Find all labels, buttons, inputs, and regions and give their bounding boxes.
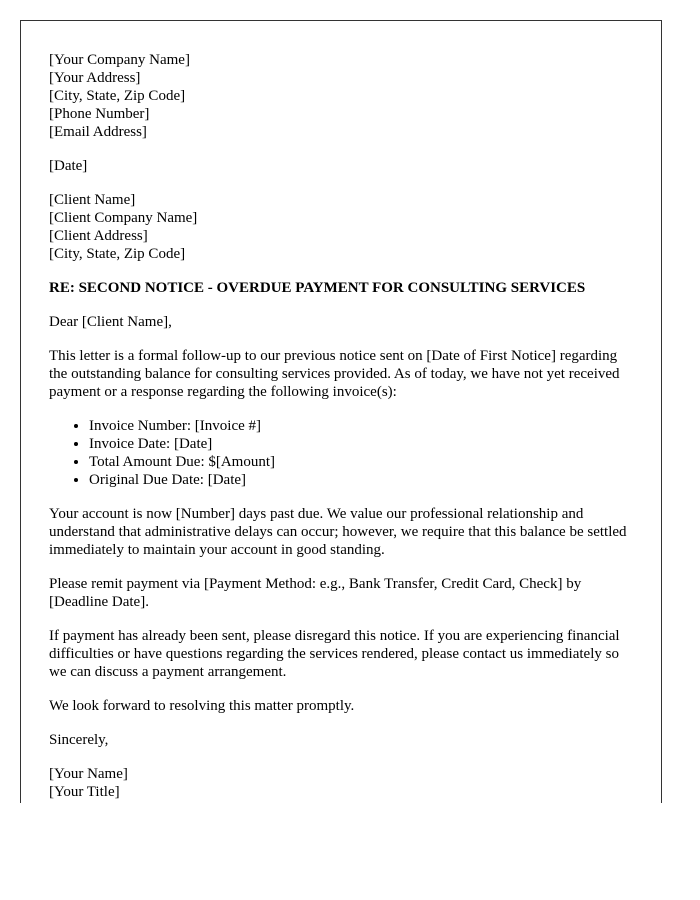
list-item: • Original Due Date: [Date] [89, 471, 629, 489]
signer-name: [Your Name] [49, 766, 128, 782]
paragraph-closing: We look forward to resolving this matter promptly. [49, 698, 355, 714]
invoice-list [49, 417, 629, 489]
closing: Sincerely, [49, 732, 109, 748]
list-item: • Invoice Number: [Invoice #] [89, 417, 629, 435]
paragraph-remit: Please remit payment via [Payment Method: e.g., Bank Transfer, Credit Card, Check] by [Deadline Date]. [49, 576, 582, 610]
signer-title: [Your Title] [49, 784, 120, 800]
sender-email: [Email Address] [49, 124, 147, 140]
sender-address: [Your Address] [49, 70, 141, 86]
sender-phone: [Phone Number] [49, 106, 150, 122]
letter-date: [Date] [49, 158, 88, 174]
sender-block [49, 51, 629, 141]
recipient-block [49, 191, 629, 263]
recipient-name: [Client Name] [49, 192, 136, 208]
subject-line: RE: SECOND NOTICE - OVERDUE PAYMENT FOR CONSULTING SERVICES [49, 280, 586, 296]
paragraph-intro: This letter is a formal follow-up to our previous notice sent on [Date of First Notice] regarding the outstanding balance for consulting services provided. As of today, we have not yet received payment or a response regarding the following invoice(s): [49, 348, 620, 400]
letter-page [20, 20, 662, 803]
paragraph-disregard: If payment has already been sent, please disregard this notice. If you are experiencing financial difficulties or have questions regarding the services rendered, please contact us immediately so we can discuss a payment arrangement. [49, 628, 620, 680]
recipient-company: [Client Company Name] [49, 210, 198, 226]
signature-block [49, 765, 629, 801]
sender-company: [Your Company Name] [49, 52, 190, 68]
list-item: • Total Amount Due: $[Amount] [89, 453, 629, 471]
paragraph-past-due: Your account is now [Number] days past due. We value our professional relationship and understand that administrative delays can occur; however, we require that this balance be settled immediately to maintain your account in good standing. [49, 506, 627, 558]
sender-city: [City, State, Zip Code] [49, 88, 186, 104]
list-item: • Invoice Date: [Date] [89, 435, 629, 453]
recipient-city: [City, State, Zip Code] [49, 246, 186, 262]
salutation: Dear [Client Name], [49, 314, 172, 330]
recipient-address: [Client Address] [49, 228, 148, 244]
